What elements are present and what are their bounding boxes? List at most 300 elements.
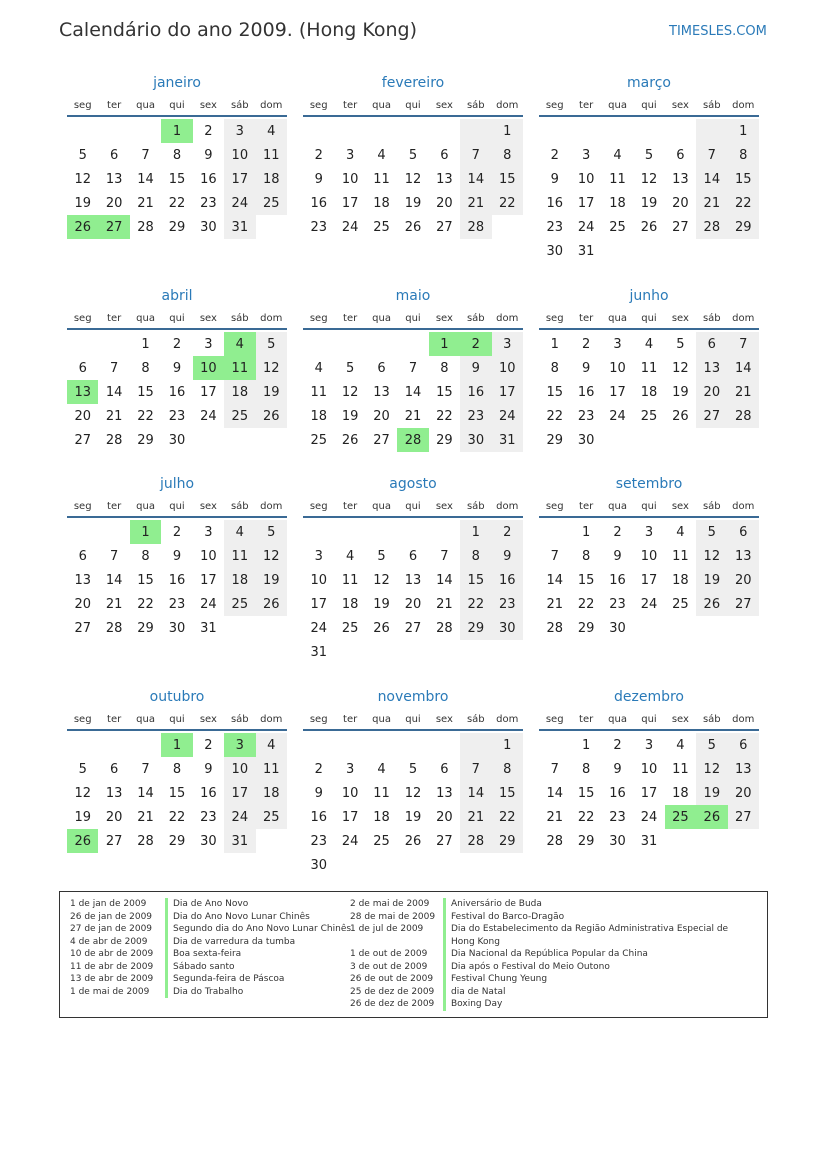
day-cell: 1 — [728, 119, 759, 143]
day-cell: 17 — [224, 167, 255, 191]
day-cell: 15 — [577, 785, 595, 801]
weekday-header — [67, 308, 287, 330]
days-grid — [67, 733, 287, 853]
day-cell: 16 — [310, 809, 327, 825]
month-name: maio — [395, 288, 431, 304]
weekday-label: dom — [260, 500, 283, 512]
holiday-day-cell: 3 — [224, 733, 255, 757]
month-name: novembro — [377, 689, 449, 705]
day-cell: 27 — [436, 219, 453, 235]
empty-cell — [539, 119, 570, 143]
day-cell: 4 — [676, 737, 685, 753]
day-cell: 25 — [310, 432, 327, 448]
day-cell: 16 — [310, 195, 327, 211]
empty-cell — [696, 616, 727, 640]
day-cell: 21 — [546, 809, 563, 825]
weekday-label: sex — [199, 713, 217, 725]
day-cell: 13 — [105, 171, 123, 187]
weekday-label: ter — [343, 312, 358, 324]
day-cell: 12 — [640, 171, 658, 187]
day-cell: 2 — [314, 147, 323, 163]
day-cell: 12 — [672, 360, 689, 376]
day-cell: 6 — [676, 147, 685, 163]
holiday-day-cell: 1 — [161, 119, 192, 143]
day-cell: 4 — [345, 548, 355, 564]
page-title: Calendário do ano 2009. (Hong Kong) — [59, 19, 418, 41]
weekday-label: seg — [73, 312, 92, 324]
day-cell: 27 — [728, 805, 759, 829]
day-cell: 24 — [609, 408, 626, 424]
weekday-label: qua — [136, 500, 155, 512]
day-cell: 20 — [436, 809, 453, 825]
day-cell: 27 — [74, 620, 91, 636]
days-grid — [303, 520, 523, 664]
day-cell: 7 — [550, 761, 559, 777]
day-cell: 13 — [728, 757, 759, 781]
holiday-day-cell: 1 — [130, 520, 161, 544]
weekday-label: dom — [496, 713, 519, 725]
holiday-entry — [70, 973, 350, 986]
day-cell: 27 — [373, 432, 390, 448]
day-cell: 16 — [168, 384, 186, 400]
day-cell: 7 — [460, 143, 491, 167]
day-cell: 19 — [373, 596, 390, 612]
holiday-name: Festival do Barco-Dragão — [443, 911, 743, 924]
weekday-label: ter — [107, 500, 122, 512]
empty-cell — [633, 428, 664, 452]
weekday-label: dom — [732, 312, 755, 324]
day-cell: 18 — [609, 195, 626, 211]
day-cell: 7 — [696, 143, 727, 167]
empty-cell — [492, 215, 523, 239]
empty-cell — [366, 853, 397, 877]
day-cell: 8 — [172, 761, 182, 777]
holiday-list-right — [350, 898, 743, 1011]
day-cell: 24 — [310, 620, 327, 636]
empty-cell — [429, 119, 460, 143]
day-cell: 29 — [577, 620, 595, 636]
empty-cell — [130, 733, 161, 757]
day-cell: 25 — [224, 592, 255, 616]
day-cell: 10 — [640, 761, 658, 777]
weekday-label: seg — [545, 713, 564, 725]
holiday-day-cell: 13 — [67, 380, 98, 404]
weekday-label: sáb — [230, 99, 249, 111]
day-cell: 6 — [78, 360, 87, 376]
day-cell: 13 — [373, 384, 390, 400]
day-cell: 7 — [141, 147, 150, 163]
weekday-header — [539, 308, 759, 330]
holiday-entry — [350, 898, 743, 911]
weekday-label: qua — [608, 99, 627, 111]
day-cell: 22 — [460, 592, 491, 616]
day-cell: 11 — [310, 384, 327, 400]
day-cell: 2 — [314, 761, 323, 777]
holiday-list-left — [70, 898, 350, 998]
day-cell: 27 — [404, 620, 422, 636]
day-cell: 17 — [224, 781, 255, 805]
empty-cell — [665, 616, 696, 640]
day-cell: 4 — [377, 147, 386, 163]
day-cell: 20 — [696, 380, 727, 404]
day-cell: 25 — [256, 191, 287, 215]
day-cell: 30 — [310, 857, 327, 873]
weekday-label: dom — [260, 312, 283, 324]
day-cell: 9 — [460, 356, 491, 380]
day-cell: 30 — [546, 243, 563, 259]
weekday-label: qui — [641, 99, 657, 111]
day-cell: 5 — [408, 147, 418, 163]
day-cell: 28 — [546, 620, 563, 636]
day-cell: 15 — [436, 384, 453, 400]
day-cell: 5 — [256, 332, 287, 356]
day-cell: 20 — [436, 195, 453, 211]
month-dezembro — [539, 685, 759, 853]
holiday-name: Festival Chung Yeung — [443, 973, 743, 986]
month-name: junho — [629, 288, 669, 304]
day-cell: 17 — [200, 384, 217, 400]
weekday-label: dom — [496, 99, 519, 111]
weekday-label: sex — [671, 312, 689, 324]
day-cell: 19 — [672, 384, 689, 400]
day-cell: 22 — [168, 195, 186, 211]
day-cell: 8 — [581, 761, 591, 777]
holiday-day-cell: 26 — [696, 805, 727, 829]
day-cell: 18 — [672, 785, 689, 801]
day-cell: 23 — [168, 408, 186, 424]
weekday-label: qui — [641, 312, 657, 324]
day-cell: 5 — [644, 147, 654, 163]
day-cell: 11 — [224, 544, 255, 568]
empty-cell — [665, 829, 696, 853]
day-cell: 18 — [341, 596, 359, 612]
weekday-label: qui — [405, 500, 421, 512]
day-cell: 1 — [492, 733, 523, 757]
day-cell: 6 — [377, 360, 386, 376]
day-cell: 16 — [460, 380, 491, 404]
holiday-entry — [70, 961, 350, 974]
day-cell: 21 — [460, 805, 491, 829]
weekday-header — [539, 496, 759, 518]
weekday-label: ter — [107, 713, 122, 725]
weekday-header — [303, 95, 523, 117]
empty-cell — [728, 616, 759, 640]
day-cell: 21 — [105, 596, 123, 612]
day-cell: 3 — [345, 147, 355, 163]
day-cell: 3 — [492, 332, 523, 356]
day-cell: 15 — [137, 572, 154, 588]
day-cell: 19 — [341, 408, 359, 424]
day-cell: 8 — [172, 147, 182, 163]
day-cell: 29 — [546, 432, 563, 448]
day-cell: 23 — [310, 219, 327, 235]
day-cell: 5 — [377, 548, 386, 564]
day-cell: 28 — [105, 620, 123, 636]
day-cell: 12 — [256, 544, 287, 568]
day-cell: 8 — [440, 360, 449, 376]
weekday-label: ter — [579, 500, 594, 512]
day-cell: 11 — [373, 171, 390, 187]
month-name: abril — [161, 288, 193, 304]
day-cell: 10 — [341, 785, 359, 801]
day-cell: 16 — [200, 171, 217, 187]
weekday-label: qua — [372, 713, 391, 725]
day-cell: 5 — [78, 761, 87, 777]
day-cell: 26 — [672, 408, 689, 424]
month-janeiro — [67, 71, 287, 239]
day-cell: 7 — [109, 360, 119, 376]
holiday-legend — [59, 891, 768, 1018]
weekday-label: ter — [107, 99, 122, 111]
days-grid — [67, 119, 287, 239]
day-cell: 2 — [550, 147, 559, 163]
day-cell: 3 — [345, 761, 355, 777]
empty-cell — [665, 119, 696, 143]
weekday-label: ter — [579, 99, 594, 111]
day-cell: 18 — [310, 408, 327, 424]
days-grid — [539, 733, 759, 853]
empty-cell — [696, 428, 727, 452]
day-cell: 9 — [172, 360, 182, 376]
weekday-label: seg — [309, 312, 328, 324]
day-cell: 6 — [109, 761, 119, 777]
empty-cell — [460, 733, 491, 757]
day-cell: 11 — [609, 171, 626, 187]
empty-cell — [303, 119, 334, 143]
month-abril — [67, 284, 287, 452]
day-cell: 11 — [256, 757, 287, 781]
day-cell: 3 — [204, 336, 213, 352]
day-cell: 12 — [404, 171, 422, 187]
day-cell: 31 — [224, 829, 255, 853]
weekday-label: sáb — [466, 713, 485, 725]
empty-cell — [696, 119, 727, 143]
day-cell: 30 — [200, 833, 217, 849]
day-cell: 19 — [256, 380, 287, 404]
holiday-date: 1 de out de 2009 — [350, 949, 428, 959]
weekday-label: qua — [608, 500, 627, 512]
day-cell: 23 — [546, 219, 563, 235]
day-cell: 5 — [408, 761, 418, 777]
day-cell: 31 — [310, 644, 327, 660]
empty-cell — [67, 332, 98, 356]
day-cell: 16 — [609, 785, 626, 801]
weekday-label: seg — [545, 99, 564, 111]
day-cell: 25 — [256, 805, 287, 829]
weekday-label: qui — [641, 500, 657, 512]
day-cell: 9 — [204, 147, 213, 163]
day-cell: 9 — [314, 171, 323, 187]
empty-cell — [98, 119, 129, 143]
day-cell: 24 — [224, 191, 255, 215]
weekday-label: dom — [260, 713, 283, 725]
empty-cell — [366, 640, 397, 664]
day-cell: 2 — [492, 520, 523, 544]
day-cell: 4 — [377, 761, 386, 777]
day-cell: 14 — [546, 785, 563, 801]
day-cell: 8 — [492, 757, 523, 781]
day-cell: 13 — [105, 785, 123, 801]
day-cell: 8 — [460, 544, 491, 568]
day-cell: 30 — [609, 620, 626, 636]
weekday-label: sex — [435, 500, 453, 512]
day-cell: 16 — [492, 568, 523, 592]
month-novembro — [303, 685, 523, 877]
holiday-date: 25 de dez de 2009 — [350, 986, 435, 997]
weekday-label: sex — [671, 99, 689, 111]
day-cell: 9 — [613, 761, 622, 777]
empty-cell — [429, 853, 460, 877]
holiday-entry — [70, 948, 350, 961]
month-fevereiro — [303, 71, 523, 239]
day-cell: 30 — [460, 428, 491, 452]
empty-cell — [397, 733, 428, 757]
holiday-day-cell: 26 — [67, 215, 98, 239]
day-cell: 23 — [200, 195, 217, 211]
empty-cell — [696, 829, 727, 853]
day-cell: 21 — [728, 380, 759, 404]
holiday-date: 26 de dez de 2009 — [350, 999, 435, 1009]
empty-cell — [728, 239, 759, 263]
day-cell: 25 — [224, 404, 255, 428]
holiday-name: Boa sexta-feira — [165, 948, 350, 961]
empty-cell — [224, 616, 255, 640]
day-cell: 16 — [609, 572, 626, 588]
days-grid — [539, 332, 759, 452]
day-cell: 21 — [696, 191, 727, 215]
day-cell: 14 — [436, 572, 453, 588]
day-cell: 14 — [546, 572, 563, 588]
holiday-entry — [350, 961, 743, 974]
days-grid — [67, 332, 287, 452]
holiday-date: 1 de jan de 2009 — [70, 899, 147, 909]
holiday-date: 11 de abr de 2009 — [70, 961, 154, 972]
day-cell: 31 — [492, 428, 523, 452]
day-cell: 19 — [696, 781, 727, 805]
weekday-label: seg — [73, 500, 92, 512]
weekday-label: sex — [199, 99, 217, 111]
day-cell: 15 — [137, 384, 154, 400]
brand-link[interactable]: TIMESLES.COM — [669, 24, 767, 39]
day-cell: 10 — [492, 356, 523, 380]
empty-cell — [67, 119, 98, 143]
day-cell: 14 — [728, 356, 759, 380]
empty-cell — [366, 332, 397, 356]
empty-cell — [256, 829, 287, 853]
days-grid — [539, 119, 759, 263]
day-cell: 17 — [341, 809, 359, 825]
day-cell: 26 — [404, 219, 422, 235]
day-cell: 11 — [341, 572, 359, 588]
empty-cell — [665, 239, 696, 263]
day-cell: 22 — [546, 408, 563, 424]
holiday-day-cell: 1 — [429, 332, 460, 356]
holiday-name: Sábado santo — [165, 961, 350, 974]
holiday-entry — [70, 936, 350, 949]
day-cell: 24 — [341, 219, 359, 235]
days-grid — [303, 332, 523, 452]
day-cell: 9 — [204, 761, 213, 777]
day-cell: 16 — [168, 572, 186, 588]
day-cell: 2 — [613, 737, 622, 753]
day-cell: 14 — [696, 167, 727, 191]
day-cell: 12 — [696, 544, 727, 568]
day-cell: 7 — [141, 761, 150, 777]
weekday-label: qui — [169, 99, 185, 111]
day-cell: 20 — [672, 195, 689, 211]
weekday-label: sáb — [466, 500, 485, 512]
day-cell: 28 — [105, 432, 123, 448]
day-cell: 10 — [224, 757, 255, 781]
holiday-name: Dia de Ano Novo — [165, 898, 350, 911]
holiday-day-cell: 26 — [67, 829, 98, 853]
day-cell: 25 — [373, 833, 390, 849]
holiday-day-cell: 25 — [665, 805, 696, 829]
day-cell: 12 — [696, 757, 727, 781]
day-cell: 16 — [200, 785, 217, 801]
day-cell: 26 — [256, 592, 287, 616]
day-cell: 18 — [256, 781, 287, 805]
day-cell: 6 — [440, 147, 449, 163]
day-cell: 2 — [204, 737, 213, 753]
day-cell: 20 — [74, 408, 91, 424]
weekday-label: sáb — [702, 713, 721, 725]
day-cell: 7 — [109, 548, 119, 564]
weekday-header — [539, 95, 759, 117]
days-grid — [539, 520, 759, 640]
holiday-entry — [350, 923, 743, 948]
day-cell: 29 — [460, 616, 491, 640]
holiday-date: 27 de jan de 2009 — [70, 924, 153, 934]
day-cell: 20 — [728, 781, 759, 805]
day-cell: 12 — [256, 356, 287, 380]
day-cell: 22 — [728, 191, 759, 215]
day-cell: 6 — [696, 332, 727, 356]
day-cell: 4 — [314, 360, 323, 376]
day-cell: 6 — [78, 548, 87, 564]
weekday-label: qui — [405, 312, 421, 324]
day-cell: 27 — [436, 833, 453, 849]
day-cell: 16 — [546, 195, 563, 211]
day-cell: 9 — [492, 544, 523, 568]
day-cell: 15 — [492, 167, 523, 191]
weekday-label: sáb — [466, 312, 485, 324]
day-cell: 30 — [200, 219, 217, 235]
weekday-label: qui — [169, 500, 185, 512]
month-name: outubro — [149, 689, 205, 705]
holiday-day-cell: 11 — [224, 356, 255, 380]
empty-cell — [397, 853, 428, 877]
day-cell: 29 — [728, 215, 759, 239]
day-cell: 21 — [105, 408, 123, 424]
empty-cell — [602, 428, 633, 452]
day-cell: 20 — [105, 809, 123, 825]
day-cell: 5 — [676, 336, 685, 352]
day-cell: 13 — [728, 544, 759, 568]
weekday-label: sáb — [230, 713, 249, 725]
day-cell: 16 — [577, 384, 595, 400]
day-cell: 2 — [581, 336, 591, 352]
holiday-name: Dia do Estabelecimento da Região Administrativa Especial de Hong Kong — [443, 923, 743, 948]
empty-cell — [460, 640, 491, 664]
weekday-label: ter — [343, 500, 358, 512]
day-cell: 31 — [577, 243, 595, 259]
day-cell: 3 — [314, 548, 323, 564]
day-cell: 2 — [204, 123, 213, 139]
weekday-label: qua — [608, 312, 627, 324]
weekday-label: sex — [199, 312, 217, 324]
weekday-label: ter — [579, 312, 594, 324]
